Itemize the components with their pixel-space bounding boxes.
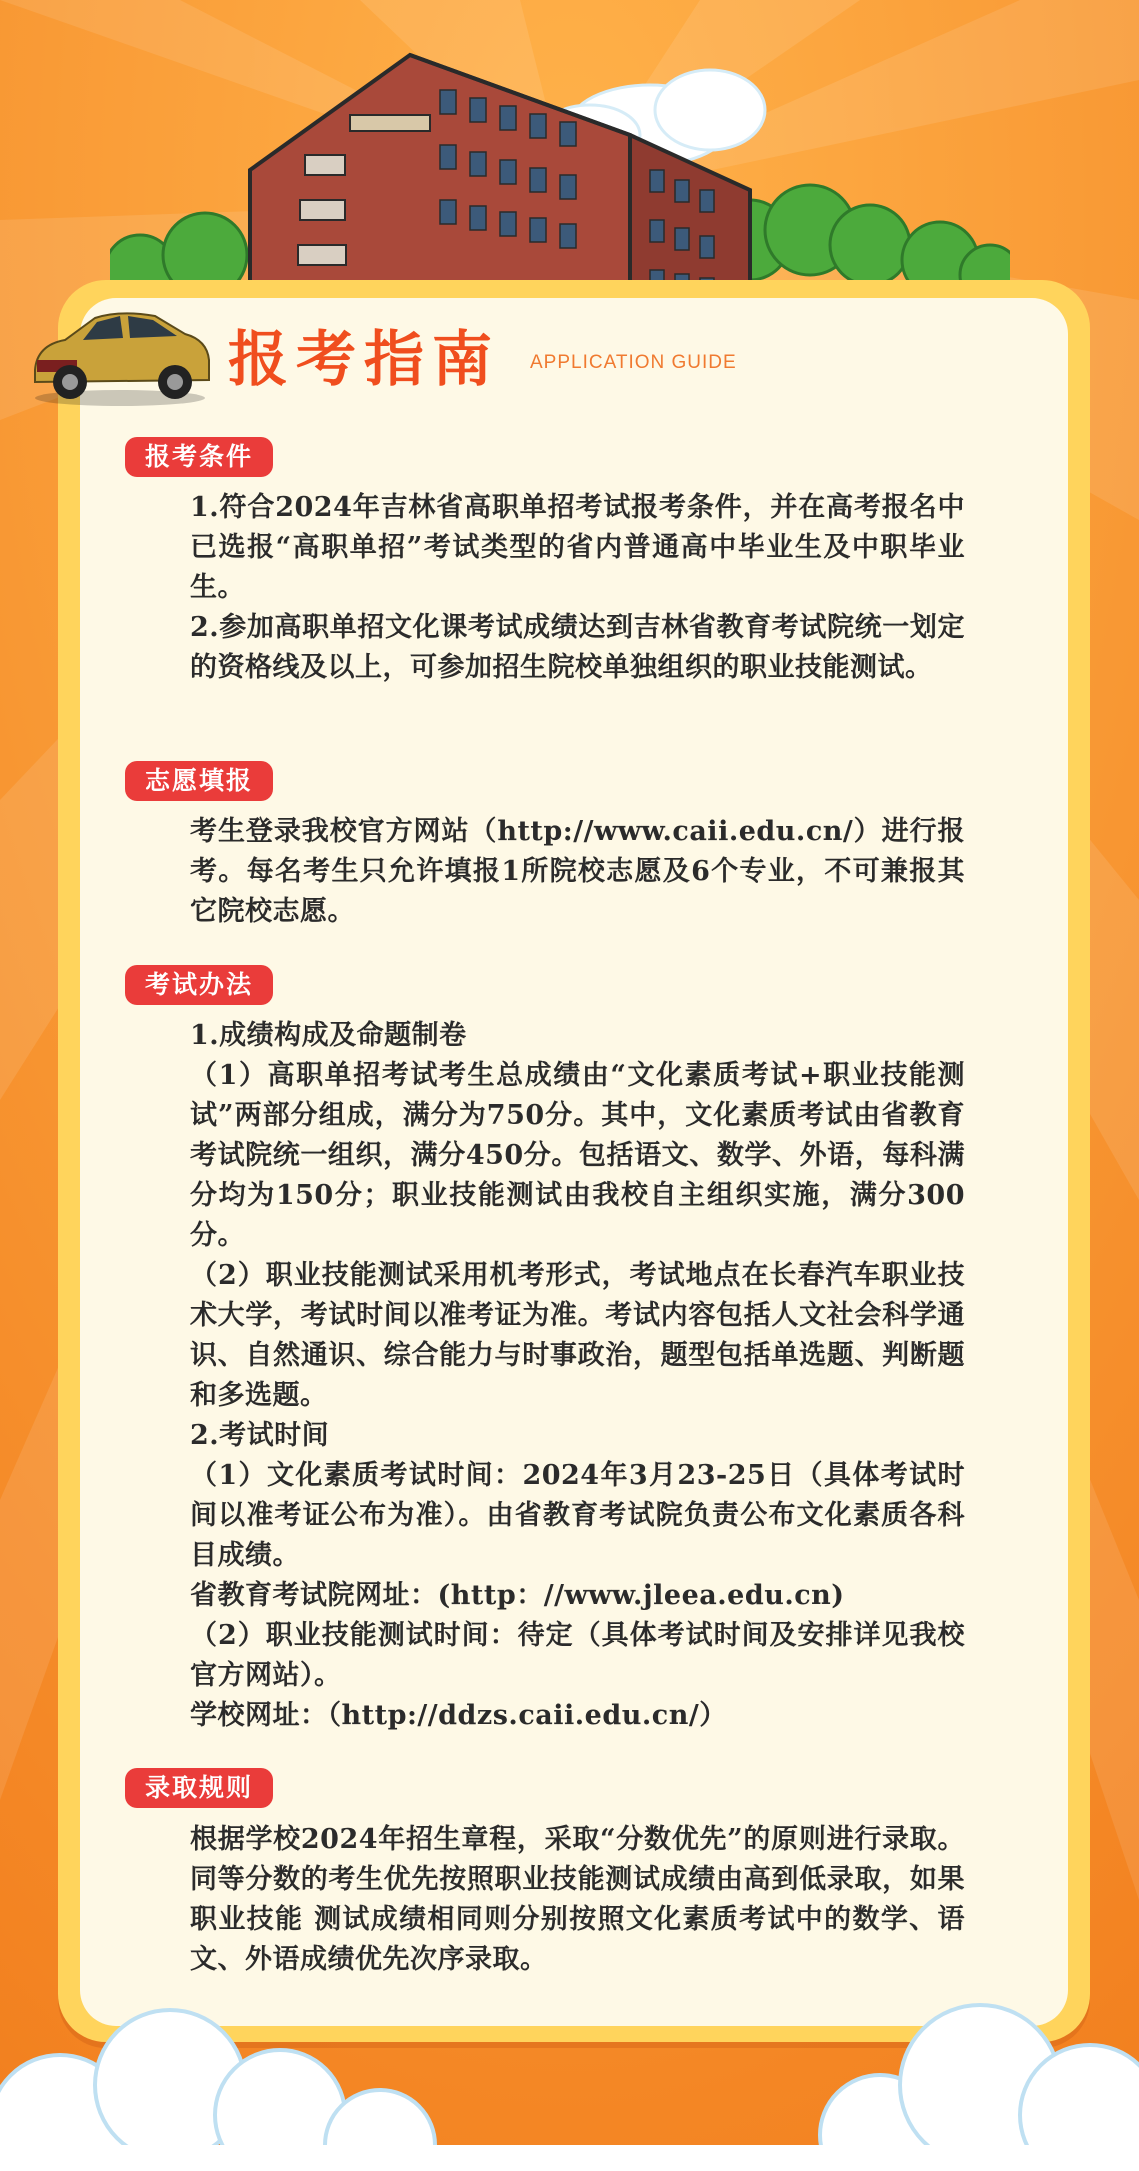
section-badge-admission: 录取规则 — [125, 1768, 273, 1808]
conditions-item-1: 1.符合2024年吉林省高职单招考试报考条件，并在高考报名中已选报“高职单招”考试类型的省内普通高中毕业生及中职毕业生。 — [190, 492, 965, 603]
exam-paragraph-6: 学校网址：（http://ddzs.caii.edu.cn/） — [190, 1700, 727, 1731]
exam-paragraph-3: （1）文化素质考试时间：2024年3月23-25日（具体考试时间以准考证公布为准）。由省教育考试院负责公布文化素质各科目成绩。 — [190, 1460, 965, 1571]
admission-text: 根据学校2024年招生章程，采取“分数优先”的原则进行录取。同等分数的考生优先按照职业技能测试成绩由高到低录取，如果职业技能 测试成绩相同则分别按照文化素质考试中的数学、语文、外语成绩优先次序录取。 — [190, 1824, 965, 1975]
section-badge-application: 志愿填报 — [125, 761, 273, 801]
section-badge-exam: 考试办法 — [125, 965, 273, 1005]
application-text: 考生登录我校官方网站（http://www.caii.edu.cn/）进行报考。每名考生只允许填报1所院校志愿及6个专业，不可兼报其它院校志愿。 — [190, 816, 965, 927]
cloud-illustration — [0, 1975, 1139, 2171]
section-badge-conditions: 报考条件 — [125, 437, 273, 477]
page-subtitle: APPLICATION GUIDE — [530, 352, 737, 373]
exam-heading-2: 2.考试时间 — [190, 1420, 330, 1451]
exam-paragraph-5: （2）职业技能测试时间：待定（具体考试时间及安排详见我校官方网站）。 — [190, 1620, 965, 1691]
exam-paragraph-4: 省教育考试院网址：(http：//www.jleea.edu.cn) — [190, 1580, 845, 1611]
page-title: 报考指南 — [228, 325, 500, 395]
exam-heading-1: 1.成绩构成及命题制卷 — [190, 1020, 467, 1051]
car-illustration — [25, 290, 215, 410]
exam-paragraph-1: （1）高职单招考试考生总成绩由“文化素质考试+职业技能测试”两部分组成，满分为750分。其中，文化素质考试由省教育考试院统一组织，满分450分。包括语文、数学、外语，每科满分均为150分；职业技能测试由我校自主组织实施，满分300分。 — [190, 1060, 965, 1251]
building-illustration — [110, 40, 1010, 310]
exam-paragraph-2: （2）职业技能测试采用机考形式，考试地点在长春汽车职业技术大学，考试时间以准考证为准。考试内容包括人文社会科学通识、自然通识、综合能力与时事政治，题型包括单选题、判断题和多选题。 — [190, 1260, 965, 1411]
conditions-item-2: 2.参加高职单招文化课考试成绩达到吉林省教育考试院统一划定的资格线及以上，可参加招生院校单独组织的职业技能测试。 — [190, 612, 965, 683]
